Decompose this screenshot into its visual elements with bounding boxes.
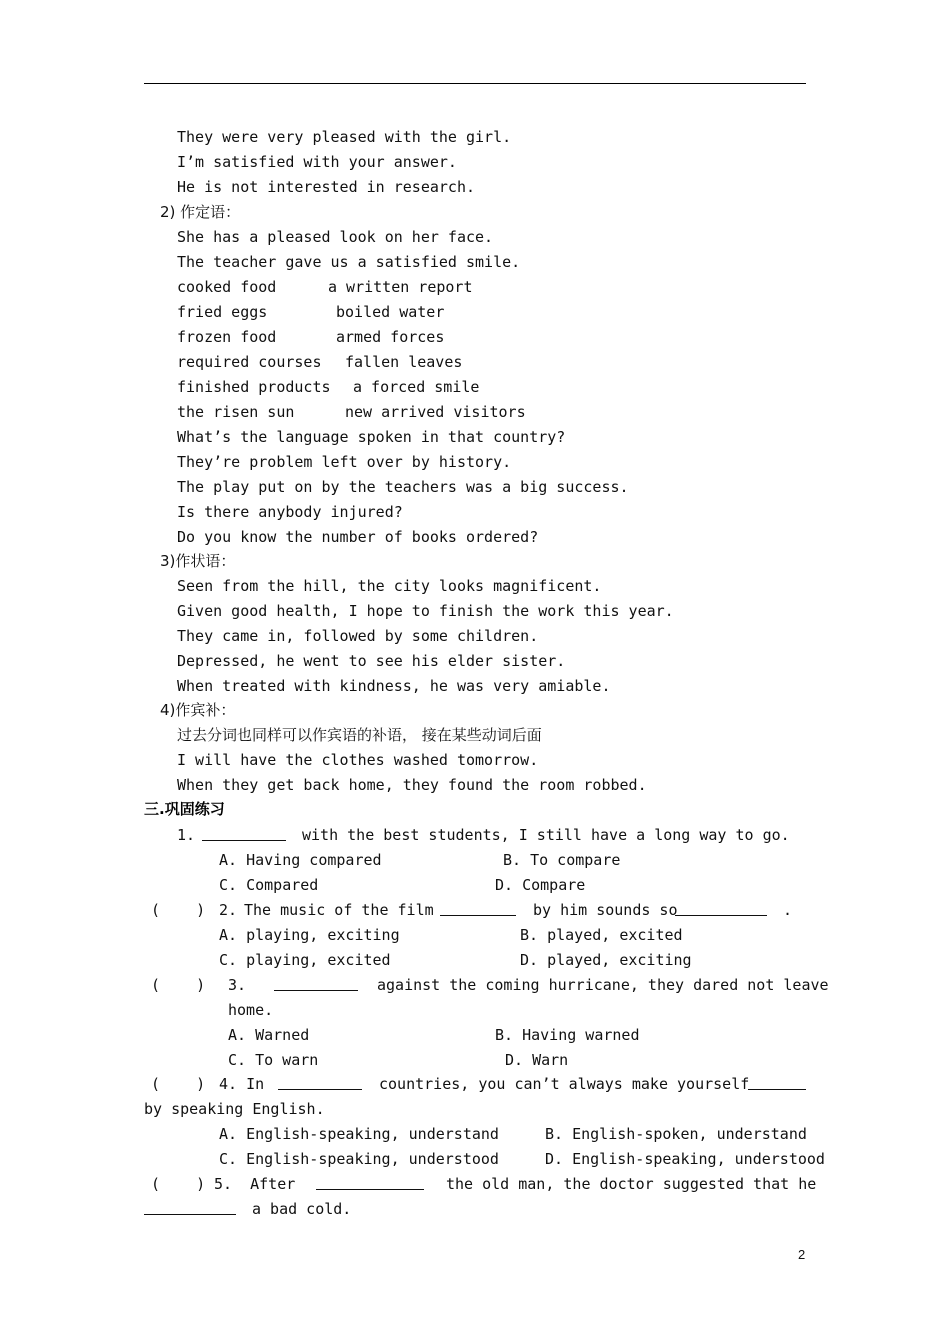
phrase-right: armed forces: [336, 328, 445, 346]
answer-blank[interactable]: [748, 1075, 806, 1090]
answer-parentheses[interactable]: ( ): [151, 1175, 206, 1193]
answer-blank[interactable]: [675, 901, 767, 916]
question-5-continuation: a bad cold.: [252, 1200, 352, 1218]
sentence-line: What’s the language spoken in that country?: [177, 428, 566, 446]
question-5-number: 5. After: [214, 1175, 296, 1193]
phrase-right: boiled water: [336, 303, 445, 321]
answer-blank[interactable]: [440, 901, 516, 916]
sentence-line: Is there anybody injured?: [177, 503, 403, 521]
sentence-line: Given good health, I hope to finish the work this year.: [177, 602, 674, 620]
question-2-text-end: .: [783, 901, 793, 919]
option-a: A. Warned: [228, 1026, 310, 1044]
option-a: A. playing, exciting: [219, 926, 400, 944]
subheading-adverbial: 3)作状语：: [160, 552, 236, 570]
answer-blank[interactable]: [144, 1200, 236, 1215]
answer-blank[interactable]: [274, 976, 358, 991]
phrase-right: a forced smile: [353, 378, 480, 396]
phrase-left: fried eggs: [177, 303, 268, 321]
sentence-line: When they get back home, they found the room robbed.: [177, 776, 647, 794]
sentence-line: The teacher gave us a satisfied smile.: [177, 253, 521, 271]
option-b: B. played, excited: [520, 926, 683, 944]
question-4-text: countries, you can’t always make yourself: [379, 1075, 750, 1093]
option-c: C. To warn: [228, 1051, 319, 1069]
question-2-text-mid: by him sounds so: [533, 901, 678, 919]
sentence-line: They were very pleased with the girl.: [177, 128, 512, 146]
header-rule: [144, 83, 806, 84]
answer-parentheses[interactable]: ( ): [151, 1075, 206, 1093]
subheading-complement: 4)作宾补：: [160, 701, 236, 719]
question-2-text-start: The music of the film: [244, 901, 434, 919]
sentence-line: When treated with kindness, he was very amiable.: [177, 677, 611, 695]
sentence-line: Seen from the hill, the city looks magnificent.: [177, 577, 602, 595]
question-4-number: 4. In: [219, 1075, 265, 1093]
question-2-number: 2.: [219, 901, 238, 919]
answer-blank[interactable]: [316, 1175, 424, 1190]
option-d: D. Warn: [505, 1051, 569, 1069]
question-3-continuation: home.: [228, 1001, 274, 1019]
sentence-line: I’m satisfied with your answer.: [177, 153, 457, 171]
sentence-line: I will have the clothes washed tomorrow.: [177, 751, 539, 769]
phrase-right: new arrived visitors: [345, 403, 526, 421]
question-1-text: with the best students, I still have a long way to go.: [302, 826, 790, 844]
question-4-continuation: by speaking English.: [144, 1100, 325, 1118]
phrase-left: finished products: [177, 378, 331, 396]
question-3-number: 3.: [228, 976, 247, 994]
option-d: D. played, exciting: [520, 951, 692, 969]
sentence-line: She has a pleased look on her face.: [177, 228, 494, 246]
option-c: C. English-speaking, understood: [219, 1150, 499, 1168]
option-a: A. English-speaking, understand: [219, 1125, 499, 1143]
sentence-line: Depressed, he went to see his elder sister.: [177, 652, 566, 670]
question-3-text: against the coming hurricane, they dared not leave: [377, 976, 829, 994]
subheading-attributive: 2) 作定语：: [160, 203, 241, 221]
phrase-left: required courses: [177, 353, 322, 371]
sentence-line: He is not interested in research.: [177, 178, 476, 196]
question-5-text: the old man, the doctor suggested that he: [446, 1175, 817, 1193]
phrase-left: the risen sun: [177, 403, 295, 421]
answer-parentheses[interactable]: ( ): [151, 976, 206, 994]
answer-parentheses[interactable]: ( ): [151, 901, 206, 919]
sentence-line: They’re problem left over by history.: [177, 453, 512, 471]
option-a: A. Having compared: [219, 851, 382, 869]
section-title-exercises: 三.巩固练习: [144, 800, 225, 818]
option-d: D. Compare: [495, 876, 586, 894]
option-d: D. English-speaking, understood: [545, 1150, 825, 1168]
sentence-line: They came in, followed by some children.: [177, 627, 539, 645]
phrase-right: a written report: [328, 278, 473, 296]
option-b: B. English-spoken, understand: [545, 1125, 807, 1143]
question-1-number: 1.: [177, 826, 196, 844]
option-c: C. Compared: [219, 876, 319, 894]
sentence-line: Do you know the number of books ordered?: [177, 528, 539, 546]
answer-blank[interactable]: [278, 1075, 362, 1090]
answer-blank[interactable]: [202, 826, 286, 841]
option-b: B. To compare: [503, 851, 621, 869]
phrase-left: cooked food: [177, 278, 277, 296]
complement-note: 过去分词也同样可以作宾语的补语， 接在某些动词后面: [177, 726, 542, 744]
phrase-left: frozen food: [177, 328, 277, 346]
page-number: 2: [798, 1247, 806, 1262]
phrase-right: fallen leaves: [345, 353, 463, 371]
option-c: C. playing, excited: [219, 951, 391, 969]
option-b: B. Having warned: [495, 1026, 640, 1044]
sentence-line: The play put on by the teachers was a big success.: [177, 478, 629, 496]
